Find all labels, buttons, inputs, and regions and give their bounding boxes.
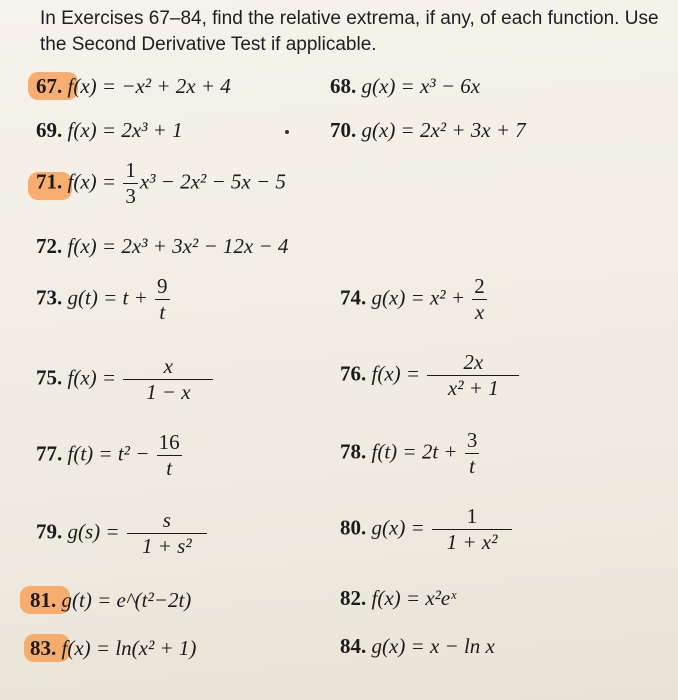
stray-mark: [285, 130, 289, 134]
fraction: $\frac{1}{\text{1 + x²}}$: [432, 506, 512, 553]
fraction: $\frac{2}{x}$: [474, 274, 485, 324]
fraction: $\frac{16}{t}$: [158, 430, 180, 480]
fraction: $\frac{x}{1 - x}$: [123, 356, 213, 403]
exercise-80: 80. g(x) = $\frac{1}{\text{1 + x²}}$: [340, 506, 514, 553]
exercise-76: 76. f(x) = $\frac{2x}{\text{x² + 1}}$: [340, 352, 521, 399]
fraction: $\frac{3}{t}$: [466, 428, 478, 478]
exercise-72: 72. f(x) = 2x³ + 3x² − 12x − 4: [36, 234, 289, 258]
exercise-82: 82. f(x) = x²eˣ: [340, 586, 457, 610]
exercise-84: 84. g(x) = x − ln x: [340, 634, 495, 658]
exercise-73: 73. g(t) = t + $\frac{9}{t}$: [36, 274, 168, 324]
exercise-71: 71. f(x) = $\frac{1}{3}$ x³ − 2x² − 5x − 5: [36, 158, 286, 208]
fraction: $\frac{1}{3}$: [125, 158, 136, 208]
exercise-75: 75. f(x) = $\frac{x}{1 - x}$: [36, 356, 215, 403]
exercise-79: 79. g(s) = $\frac{s}{\text{1 + s²}}$: [36, 510, 209, 557]
exercise-78: 78. f(t) = 2t + $\frac{3}{t}$: [340, 428, 478, 478]
exercise-68: 68. g(x) = x³ − 6x: [330, 74, 481, 98]
fraction: $\frac{s}{\text{1 + s²}}$: [127, 510, 207, 557]
exercise-70: 70. g(x) = 2x² + 3x + 7: [330, 118, 526, 142]
exercise-67: 67. f(x) = −x² + 2x + 4: [36, 74, 231, 98]
exercise-instructions: In Exercises 67–84, find the relative extrema, if any, of each function. Use the Second Derivative Test if applicable.: [40, 8, 659, 55]
exercise-81: 81. g(t) = e^(t²−2t): [30, 588, 192, 612]
fraction: $\frac{9}{t}$: [157, 274, 168, 324]
exercise-74: 74. g(x) = x² + $\frac{2}{x}$: [340, 274, 485, 324]
fraction: $\frac{2x}{\text{x² + 1}}$: [427, 352, 519, 399]
exercise-69: 69. f(x) = 2x³ + 1: [36, 118, 183, 142]
exercise-83: 83. f(x) = ln(x² + 1): [30, 636, 197, 660]
exercise-77: 77. f(t) = t² − $\frac{16}{t}$: [36, 430, 180, 480]
